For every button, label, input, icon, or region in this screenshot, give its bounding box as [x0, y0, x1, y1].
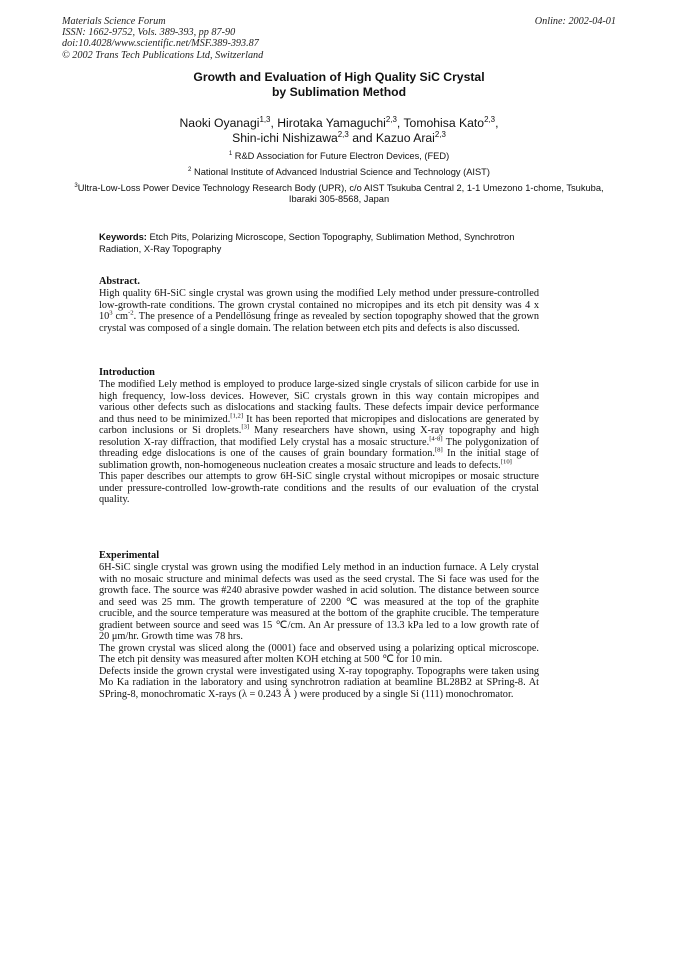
text-run: In the initial stage of sublimation growth, non-homogeneous nucleation creates a mosaic structure and leads to defects. [99, 448, 539, 471]
affiliation-2 [62, 167, 616, 179]
affiliation-sup: 2 [188, 166, 192, 173]
paragraph [99, 379, 539, 471]
author-name: Naoki Oyanagi [179, 116, 260, 130]
keywords [99, 231, 539, 255]
paragraph: The grown crystal was sliced along the (0001) face and observed using a polarizing optical microscope. The etch pit density was measured after molten KOH etching at 500 ℃ for 10 min. [99, 642, 539, 666]
author-name: Hirotaka Yamaguchi [277, 116, 386, 130]
affiliation-sup: 1 [228, 150, 233, 157]
paragraph: Defects inside the grown crystal were investigated using X-ray topography. Topographs were taken using Mo Ka radiation in the laboratory and using synchrotron radiation at beamline BL28B2 at SPring-8. At SPring-8, monochromatic X-rays (λ = 0.243 Å ) were produced by a single Si (111) monochromator. [99, 665, 539, 701]
affiliation-1 [62, 151, 616, 163]
paragraph: 6H-SiC single crystal was grown using the modified Lely method in an induction furnace. A Lely crystal with no mosaic structure and minimal defects was used as the seed crystal. The Si face was used for the growth face. The source was #240 abrasive powder washed in acid solution. The distance between source and seed was 25 mm. The growth temperature of 2200 ℃ was measured at the top of the graphite crucible, and the source temperature was measured at the bottom of the graphite crucible. The temperature gradient between source and seed was 15 ℃/cm. An Ar pressure of 13.3 kPa led to a low growth rate of 20 μm/hr. Growth time was 78 hrs. [99, 562, 539, 643]
journal-metadata [62, 16, 263, 61]
author-conjunction: and [352, 131, 373, 145]
superscript: 3 [109, 309, 113, 317]
introduction-section [99, 367, 539, 506]
text-run: High quality 6H-SiC single crystal was grown using the modified Lely method under pressure-controlled low-growth-rate conditions. The grown crystal contained no micropipes and its etch pit density was 4 x 10 [99, 288, 539, 323]
issn-line: ISSN: 1662-9752, Vols. 389-393, pp 87-90 [62, 27, 236, 39]
online-date: Online: 2002-04-01 [534, 16, 616, 27]
author-name: Tomohisa Kato [403, 116, 485, 130]
affiliation-text: National Institute of Advanced Industrial Science and Technology (AIST) [194, 166, 490, 177]
text-run: The polygonization of threading edge dislocations is one of the causes of grain boundary formation. [99, 436, 539, 460]
text-run: . The presence of a Pendellösung fringe as revealed by section topography showed that the grown crystal was composed of a single domain. The relation between etch pits and defects is also discussed. [99, 311, 539, 334]
section-heading: Experimental [99, 550, 160, 561]
reference-marker: [1,2] [230, 412, 244, 420]
title-line-1: Growth and Evaluation of High Quality SiC Crystal [193, 70, 485, 84]
author-affil-sup: 2,3 [484, 114, 496, 124]
affiliation-text: Ultra-Low-Loss Power Device Technology Research Body (UPR), c/o AIST Tsukuba Central 2, 1-1 Umezono 1-chome, Tsukuba, Ibaraki 305-8568, Japan [77, 182, 604, 205]
author-affil-sup: 2,3 [337, 129, 349, 139]
doi-line: doi:10.4028/www.scientific.net/MSF.389-393.87 [62, 38, 259, 50]
title-line-2: by Sublimation Method [271, 85, 407, 99]
abstract-section [99, 276, 539, 334]
reference-marker: [10] [500, 458, 512, 466]
paragraph: This paper describes our attempts to grow 6H-SiC single crystal without micropipes or mosaic structure under pressure-controlled low-growth-rate conditions and the results of our evaluation of the crystal quality. [99, 471, 539, 506]
author-name: Kazuo Arai [375, 131, 435, 145]
affiliation-text: R&D Association for Future Electron Devices, (FED) [234, 151, 450, 161]
section-heading: Abstract. [99, 276, 140, 287]
author-name: Shin-ichi Nishizawa [232, 131, 338, 145]
affiliations [62, 151, 616, 210]
affiliation-3 [62, 183, 616, 207]
reference-marker: [3] [241, 423, 250, 431]
superscript: -2 [128, 309, 134, 317]
journal-name: Materials Science Forum [62, 16, 166, 27]
author-affil-sup: 2,3 [434, 129, 446, 139]
affiliation-sup: 3 [74, 182, 78, 189]
paragraph [99, 288, 539, 334]
reference-marker: [4-8] [429, 435, 443, 443]
keywords-text: Etch Pits, Polarizing Microscope, Section Topography, Sublimation Method, Synchrotron Radiation, X-Ray Topography [99, 231, 515, 254]
text-run: The modified Lely method is employed to produce large-sized single crystals of silicon carbide for use in high frequency, low-loss devices. However, SiC crystals grown in this way contain micropipes and various other defects such as dislocations and stacking faults. These defects impair device performance and thus need to be minimized. [99, 379, 539, 425]
text-run: Many researchers have shown, using X-ray topography and high resolution X-ray diffraction, that modified Lely crystal has a mosaic structure. [99, 425, 539, 448]
paper-title [62, 70, 616, 100]
section-heading: Introduction [99, 367, 155, 378]
text-run: cm [112, 311, 129, 323]
author-affil-sup: 2,3 [385, 114, 397, 124]
copyright-line: © 2002 Trans Tech Publications Ltd, Switzerland [62, 49, 264, 61]
keywords-label: Keywords: [99, 231, 147, 242]
author-affil-sup: 1,3 [259, 114, 271, 124]
reference-marker: [8] [434, 446, 443, 454]
experimental-section [99, 550, 539, 701]
author-list: Naoki Oyanagi$^{1,3}$, Hirotaka Yamaguchi$^{2,3}$, Tomohisa Kato$^{2,3}$, Shin-ichi Nishizawa$^{2,3}$ and Kazuo Arai$^{2,3}$ [179, 114, 499, 145]
text-run: It has been reported that micropipes and dislocations are generated by carbon inclusions or Si droplets. [99, 413, 539, 437]
